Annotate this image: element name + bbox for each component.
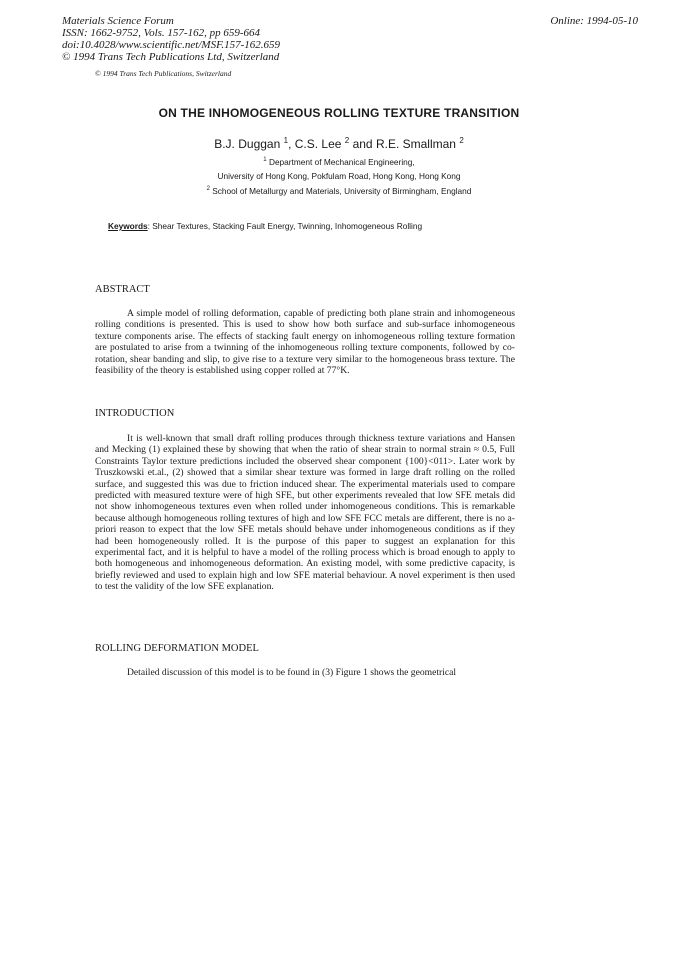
affiliation-1-line-2: University of Hong Kong, Pokfulam Road, Hong Kong, Hong Kong <box>217 170 461 181</box>
abstract-paragraph: A simple model of rolling deformation, capable of predicting both plane strain and inhomogeneous rolling conditions is presented. This is used to show how both surface and sub-surface inhomogeneous texture components arise. The effects of stacking fault energy on inhomogeneous rolling texture formation are postulated to arise from a twinning of the inhomogeneous rolling texture components, followed by co-rotation, shear banding and slip, to give rise to a texture very similar to the homogeneous brass texture. The feasibility of the theory is established using copper rolled at 77°K. <box>95 308 515 377</box>
keywords-line <box>108 221 422 231</box>
affiliation-1-mark: 1 <box>263 157 267 163</box>
keywords-text: : Shear Textures, Stacking Fault Energy, Twinning, Inhomogeneous Rolling <box>147 221 423 231</box>
rolling-model-paragraph: Detailed discussion of this model is to be found in (3) Figure 1 shows the geometrical <box>127 667 457 678</box>
issn-line: ISSN: 1662-9752, Vols. 157-162, pp 659-664 <box>62 27 260 39</box>
author-1: B.J. Duggan <box>214 137 281 151</box>
abstract-heading: ABSTRACT <box>95 284 150 295</box>
affiliation-1-line-1: $^1$ Department of Mechanical Engineering, <box>263 156 415 167</box>
publisher-copyright: © 1994 Trans Tech Publications, Switzerland <box>95 69 232 78</box>
header-block <box>62 15 280 63</box>
paper-title: ON THE INHOMOGENEOUS ROLLING TEXTURE TRANSITION <box>158 106 520 120</box>
author-separator: and <box>349 137 376 151</box>
author-1-affiliation-mark: 1 <box>283 136 289 145</box>
author-2: C.S. Lee <box>294 137 342 151</box>
author-3-affiliation-mark: 2 <box>459 136 464 145</box>
author-separator: , <box>288 137 295 151</box>
affiliation-2-mark: 2 <box>206 186 210 192</box>
rolling-model-heading: ROLLING DEFORMATION MODEL <box>95 643 259 654</box>
author-2-affiliation-mark: 2 <box>344 136 350 145</box>
introduction-paragraph: It is well-known that small draft rolling produces through thickness texture variations and Hansen and Mecking (1) explained these by showing that when the ratio of shear strain to normal strain ≈ 0.5, Full Constraints Taylor texture predictions included the observed shear component {100}<011>. Later work by Truszkowski et.al., (2) showed that a similar shear texture was formed in large draft rolling on the rolled surface, and suggested this was due to friction induced shear. The experimental materials used to compare predicted with measured texture were of high SFE, but other experiments revealed that low SFE metals did not show inhomogeneous textures even when rolled under inhomogeneous conditions. This is remarkable because although homogeneous rolling textures of high and low SFE FCC metals are different, there is no a-priori reason to expect that the low SFE metals should behave under inhomogeneous conditions as if they had been homogeneously rolled. It is the purpose of this paper to suggest an explanation for this experimental fact, and it is helpful to have a model of the rolling process which is broad enough to apply to both homogeneous and inhomogeneous deformation. An existing model, with some predictive capacity, is briefly reviewed and used to explain high and low SFE material behaviour. A novel experiment is then used to test the validity of the low SFE explanation. <box>95 433 515 593</box>
doi-line: doi:10.4028/www.scientific.net/MSF.157-162.659 <box>62 39 281 51</box>
author-line <box>0 136 678 151</box>
copyright-line: © 1994 Trans Tech Publications Ltd, Switzerland <box>62 51 280 63</box>
affiliation-2-line-1: School of Metallurgy and Materials, University of Birmingham, England <box>212 185 472 196</box>
journal-name: Materials Science Forum <box>62 15 174 27</box>
introduction-heading: INTRODUCTION <box>95 408 175 419</box>
affiliation-2 <box>0 182 678 198</box>
affiliation-1 <box>0 153 678 183</box>
author-3: R.E. Smallman <box>375 137 456 151</box>
online-date: Online: 1994-05-10 <box>550 15 638 27</box>
keywords-label: Keywords <box>108 221 148 231</box>
